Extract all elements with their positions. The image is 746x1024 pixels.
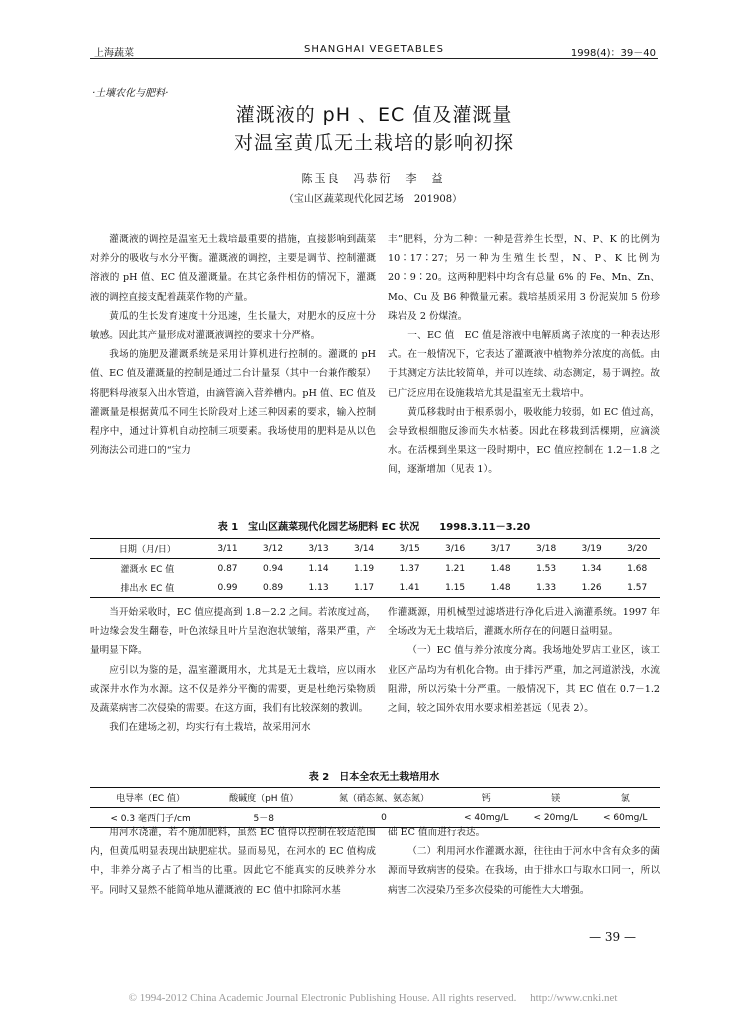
body-column-left-1	[90, 230, 376, 460]
table-1-caption: 表 1 宝山区蔬菜现代化园艺场肥料 EC 状况 1998.3.11－3.20	[217, 522, 531, 533]
table-cell: 1.48	[490, 582, 511, 593]
table-header-cell: 3/17	[490, 543, 511, 554]
table-header-cell: 3/13	[308, 543, 329, 554]
table-cell: < 60mg/L	[603, 812, 648, 823]
table-cell: 1.34	[581, 563, 602, 574]
table-1	[90, 538, 660, 598]
paragraph: 当开始采收时，EC 值应提高到 1.8－2.2 之间。若浓度过高，叶边缘会发生翻卷，叶色浓绿且叶片呈泡泡状皱缩，落果严重，产量明显下降。	[90, 607, 376, 657]
table-cell: 1.37	[399, 563, 420, 574]
table-cell: 1.33	[536, 582, 557, 593]
paragraph: 我们在建场之初，均实行有土栽培，故采用河水	[109, 722, 311, 734]
table-cell: 1.68	[627, 563, 648, 574]
table-header-cell: 氮（硝态氮、氨态氮）	[338, 794, 429, 804]
table-header-row	[90, 539, 660, 559]
paragraph: 础 EC 值而进行表达。	[388, 827, 486, 838]
paragraph: 黄瓜移栽时由于根系弱小，吸收能力较弱，如 EC 值过高，会导致根细胞反渗而失水枯萎。因此在移栽到活棵期，应滴淡水。在活棵到坐果这一段时期中，EC 值应控制在 1.2－1.8 之间，逐渐增加（见表 1）。	[388, 406, 660, 476]
paragraph: （二）利用河水作灌溉水源，往往由于河水中含有众多的菌源而导致病害的侵染。在我场，由于排水口与取水口同一，所以病害二次浸染乃至多次侵染的可能性大大增强。	[388, 846, 660, 896]
table-cell: 0.99	[217, 582, 238, 593]
table-cell: < 40mg/L	[464, 812, 509, 823]
paragraph: 应引以为鉴的是，温室灌溉用水，尤其是无土栽培，应以雨水或深井水作为水源。这不仅是养分平衡的需要，更是杜绝污染物质及蔬菜病害二次侵染的需要。在这方面，我们有比较深刻的教训。	[90, 664, 376, 715]
table-cell: 排出水 EC 值	[120, 584, 175, 594]
table-cell: 0	[381, 812, 387, 823]
paragraph: 一、EC 值 EC 值是溶液中电解质离子浓度的一种表达形式。在一般情况下，它表达了灌溉液中植物养分浓度的高低。由于其测定方法比较简单，并可以连续、动态测定，易于调控。故已广泛应用在设施栽培尤其是温室无土栽培中。	[388, 330, 660, 399]
table-cell: 1.21	[445, 563, 466, 574]
table-cell: 1.41	[399, 582, 420, 593]
journal-name-en: SHANGHAI VEGETABLES	[304, 44, 444, 55]
table-header-cell: 3/14	[353, 543, 375, 554]
body-column-right-3	[388, 823, 660, 900]
body-column-left-3	[90, 823, 376, 900]
table-row	[90, 578, 660, 598]
table-cell: < 0.3 毫西门子/cm	[110, 814, 191, 824]
body-column-left-2	[90, 603, 376, 737]
table-header-cell: 3/15	[399, 543, 420, 554]
table-header-cell: 3/11	[217, 543, 238, 554]
column-tag: ·土壤农化与肥料·	[92, 88, 169, 99]
copyright-footer: © 1994-2012 China Academic Journal Electronic Publishing House. All rights reserved. http://www.cnki.net	[128, 992, 618, 1004]
table-cell: 1.48	[490, 563, 511, 574]
body-column-right-2	[388, 603, 660, 718]
body-column-right-1	[388, 230, 660, 480]
table-cell: < 20mg/L	[533, 812, 578, 823]
table-cell: 1.14	[308, 563, 329, 574]
authors: 陈玉良 冯恭衍 李 益	[301, 172, 445, 185]
table-cell: 0.94	[263, 563, 284, 574]
table-header-cell: 3/12	[262, 543, 284, 554]
running-header	[90, 40, 658, 59]
title-line-2: 对温室黄瓜无土栽培的影响初探	[233, 132, 514, 154]
table-cell: 1.57	[627, 582, 648, 593]
table-cell: 0.87	[217, 563, 238, 574]
table-cell: 1.17	[354, 582, 375, 593]
table-cell: 5－8	[253, 814, 274, 824]
table-header-cell: 镁	[551, 794, 561, 804]
table-header-cell: 3/16	[444, 543, 466, 554]
table-header-cell: 日期（月/日）	[118, 545, 176, 555]
table-header-row	[90, 788, 660, 808]
paragraph: 作灌溉源，用机械型过滤塔进行净化后进入滴灌系统。1997 年全场改为无土栽培后，灌溉水所存在的问题日益明显。	[388, 607, 660, 638]
table-header-cell: 电导率（EC 值）	[116, 794, 185, 804]
table-cell: 灌溉水 EC 值	[120, 565, 175, 575]
paragraph: 我场的施肥及灌溉系统是采用计算机进行控制的。灌溉的 pH 值、EC 值及灌溉量的控制是通过二台计量泵（其中一台兼作酸泵）将肥料母液泵入出水管道，由滴管滴入营养槽内。pH 值、EC 值及灌溉量是根据黄瓜不同生长阶段对上述三种因素的要求，输入控制程序中，通过计算机自动控制三项要素。我场使用的肥料是从以色列海法公司进口的“宝力	[90, 349, 377, 457]
page-number: — 39 —	[589, 930, 636, 944]
table-cell: 1.15	[445, 582, 466, 593]
table-row	[90, 559, 660, 579]
title-line-1: 灌溉液的 pH 、EC 值及灌溉量	[235, 104, 513, 126]
paragraph: 丰”肥料，分为二种：一种是营养生长型，N、P、K 的比例为 10∶17∶27；另一种为生殖生长型，N、P、K 比例为 20∶9∶20。这两种肥料中均含有总量 6% 的 Fe、Mn、Zn、Mo、Cu 及 B6 种微量元素。栽培基质采用 3 份泥炭加 5 份珍珠岩及 2 份煤渣。	[388, 234, 660, 322]
table-cell: 1.26	[581, 582, 602, 593]
table-cell: 1.19	[354, 563, 375, 574]
table-header-cell: 氯	[620, 794, 630, 804]
table-cell: 1.53	[536, 563, 557, 574]
table-cell: 0.89	[263, 582, 284, 593]
table-2-caption: 表 2 日本全农无土栽培用水	[308, 772, 440, 783]
table-cell: 1.13	[308, 582, 329, 593]
issue-info: 1998(4)：39－40	[570, 48, 656, 59]
paragraph: 用河水浇灌，若不施加肥料，虽然 EC 值得以控制在较适范围内，但黄瓜明显表现出缺肥症状。显而易见，在河水的 EC 值构成中，非养分离子占了相当的比重。因此它不能真实的反映养分水平。同时又显然不能简单地从灌溉液的 EC 值中扣除河水基	[90, 827, 376, 896]
table-header-cell: 钙	[481, 794, 491, 804]
table-2	[90, 787, 660, 828]
article-title	[90, 101, 658, 157]
paragraph: 灌溉液的调控是温室无土栽培最重要的措施，直接影响到蔬菜对养分的吸收与水分平衡。灌溉液的调控，主要是调节、控制灌溉溶液的 pH 值、EC 值及灌溉量。在其它条件相仿的情况下，灌溉液的调控直接支配着蔬菜作物的产量。	[90, 234, 376, 303]
paragraph: （一）EC 值与养分浓度分离。我场地处罗店工业区，该工业区产品均为有机化合物。由于排污严重，加之河道淤浅，水流阻滞，所以污染十分严重。一般情况下，其 EC 值在 0.7－1.2 之间，较之国外农用水要求相差甚远（见表 2）。	[388, 645, 660, 715]
journal-name: 上海蔬菜	[94, 48, 134, 59]
table-header-cell: 3/19	[581, 543, 602, 554]
paragraph: 黄瓜的生长发育速度十分迅速，生长量大，对肥水的反应十分敏感。因此其产量形成对灌溉液调控的要求十分严格。	[90, 310, 376, 342]
table-header-cell: 酸碱度（pH 值）	[229, 794, 299, 804]
table-header-cell: 3/18	[536, 543, 557, 554]
table-header-cell: 3/20	[627, 543, 648, 554]
affiliation: （宝山区蔬菜现代化园艺场 201908）	[283, 194, 463, 205]
